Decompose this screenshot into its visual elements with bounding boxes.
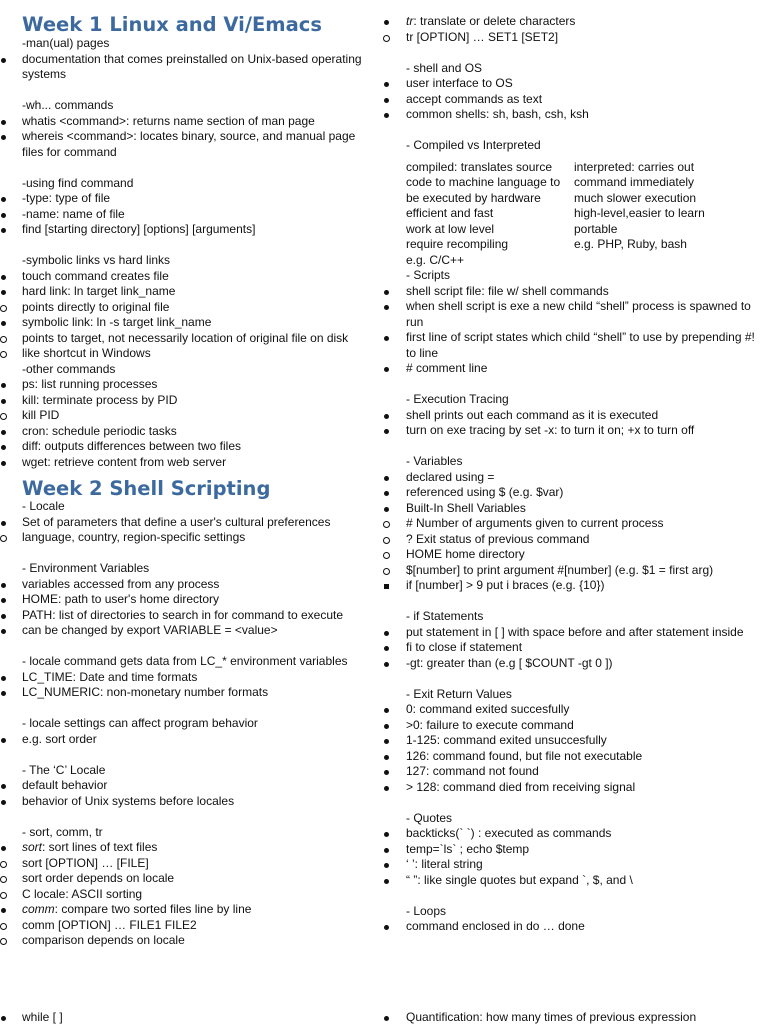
list-item: “ ”: like single quotes but expand `, $, and \	[406, 872, 633, 887]
bottom-list-item-left: while [ ]	[22, 1010, 63, 1024]
list-item: accept commands as text	[406, 91, 543, 106]
list-item: -gt: greater than (e.g [ $COUNT -gt 0 ])	[406, 655, 613, 670]
list-item: turn on exe tracing by set -x: to turn it on; +x to turn off	[406, 423, 695, 437]
list-item: ? Exit status of previous command	[406, 531, 590, 546]
list-item: hard link: ln target link_name	[22, 284, 176, 298]
links-heading: -symbolic links vs hard links	[22, 253, 171, 267]
list-item: points directly to original file	[22, 299, 170, 314]
list-item: default behavior	[22, 778, 108, 792]
compiled-line: e.g. C/C++	[406, 252, 465, 267]
list-item: comm [OPTION] … FILE1 FILE2	[22, 917, 197, 932]
list-item: comparison depends on locale	[22, 933, 185, 947]
list-item: PATH: list of directories to search in for command to execute	[22, 607, 344, 622]
list-item: HOME: path to user's home directory	[22, 592, 220, 606]
compiled-line: work at low level	[406, 221, 495, 236]
list-item: # comment line	[406, 361, 488, 375]
right-column	[383, 14, 768, 935]
list-item: ‘ ’: literal string	[406, 857, 483, 871]
list-item: 1-125: command exited unsuccesfully	[406, 733, 607, 747]
other-commands-heading: -other commands	[22, 361, 116, 376]
list-item: ps: list running processes	[22, 377, 158, 391]
interpreted-line: command immediately	[574, 175, 695, 189]
compiled-line: require recompiling	[406, 237, 509, 251]
list-item: points to target, not necessarily location of original file on disk	[22, 330, 349, 345]
compiled-line: code to machine language to	[406, 175, 561, 189]
list-item: can be changed by export VARIABLE = <value>	[22, 623, 278, 637]
list-item: $[number] to print argument #[number] (e.g. $1 = first arg)	[406, 562, 714, 577]
list-item: LC_TIME: Date and time formats	[22, 669, 198, 684]
interpreted-line: high-level,easier to learn	[574, 206, 705, 220]
list-item: whereis <command>: locates binary, source, and manual page files for command	[22, 129, 356, 159]
compiled-interpreted-heading: - Compiled vs Interpreted	[406, 138, 541, 152]
list-item: find [starting directory] [options] [arguments]	[22, 222, 256, 236]
list-item: e.g. sort order	[22, 731, 97, 746]
list-item: if [number] > 9 put i braces (e.g. {10})	[406, 578, 605, 592]
list-item: like shortcut in Windows	[22, 346, 151, 360]
list-item: Built-In Shell Variables	[406, 500, 526, 515]
list-item: cron: schedule periodic tasks	[22, 423, 177, 438]
quotes-heading: - Quotes	[406, 810, 453, 825]
interpreted-line: interpreted: carries out	[574, 159, 695, 174]
list-item: >0: failure to execute command	[406, 717, 574, 732]
compiled-line: efficient and fast	[406, 206, 494, 220]
list-item: variables accessed from any process	[22, 576, 220, 591]
list-item: documentation that comes preinstalled on Unix-based operating systems	[22, 51, 362, 81]
list-item: backticks(` `) : executed as commands	[406, 826, 612, 840]
list-item: first line of script states which child “shell” to use by prepending #! to line	[406, 330, 755, 360]
list-item: shell prints out each command as it is executed	[406, 407, 659, 422]
list-item: fi to close if statement	[406, 640, 523, 654]
locale-heading: - Locale	[22, 499, 65, 513]
list-item: declared using =	[406, 469, 495, 484]
list-item: HOME home directory	[406, 547, 525, 561]
list-item: behavior of Unix systems before locales	[22, 793, 235, 808]
compiled-column	[406, 160, 574, 269]
compiled-line: be executed by hardware	[406, 190, 541, 205]
list-item: C locale: ASCII sorting	[22, 886, 143, 901]
behavior-heading: - locale settings can affect program behavior	[22, 716, 258, 730]
list-item: -type: type of file	[22, 191, 111, 205]
list-item: when shell script is exe a new child “shell” process is spawned to run	[406, 299, 751, 329]
shell-os-heading: - shell and OS	[406, 60, 483, 75]
week1-heading: Week 1 Linux and Vi/Emacs	[22, 13, 322, 36]
scripts-heading: - Scripts	[406, 268, 451, 282]
list-item: temp=`ls` ; echo $temp	[406, 841, 530, 856]
compiled-line: compiled: translates source	[406, 159, 553, 174]
list-item: whatis <command>: returns name section of man page	[22, 113, 315, 128]
man-pages-heading: -man(ual) pages	[22, 36, 110, 50]
find-heading: -using find command	[22, 175, 134, 190]
bottom-list-item-right: Quantification: how many times of previous expression	[406, 1010, 697, 1024]
list-item: tr [OPTION] … SET1 [SET2]	[406, 29, 559, 44]
list-item: diff: outputs differences between two files	[22, 439, 242, 453]
list-item: 0: command exited succesfully	[406, 702, 570, 716]
list-item: command enclosed in do … done	[406, 919, 585, 933]
list-item: sort [OPTION] … [FILE]	[22, 855, 149, 870]
list-item: symbolic link: ln -s target link_name	[22, 315, 212, 329]
list-item: touch command creates file	[22, 268, 169, 283]
list-item: sort order depends on locale	[22, 871, 175, 885]
env-vars-heading: - Environment Variables	[22, 561, 150, 575]
list-item: language, country, region-specific settings	[22, 530, 246, 544]
list-item: 126: command found, but file not executable	[406, 748, 643, 763]
exec-tracing-heading: - Execution Tracing	[406, 392, 509, 406]
c-locale-heading: - The ‘C’ Locale	[22, 762, 106, 777]
interpreted-line: portable	[574, 221, 618, 236]
list-item: put statement in [ ] with space before and after statement inside	[406, 624, 744, 639]
interpreted-line: much slower execution	[574, 190, 697, 205]
list-item: kill: terminate process by PID	[22, 392, 178, 407]
loops-heading: - Loops	[406, 903, 447, 918]
list-item: comm: compare two sorted files line by line	[22, 902, 252, 916]
interpreted-column	[574, 160, 764, 269]
left-column	[0, 10, 370, 949]
sort-comm-tr-heading: - sort, comm, tr	[22, 824, 103, 839]
list-item: -name: name of file	[22, 206, 125, 221]
interpreted-line: e.g. PHP, Ruby, bash	[574, 237, 687, 251]
list-item: wget: retrieve content from web server	[22, 454, 227, 469]
lc-heading: - locale command gets data from LC_* environment variables	[22, 654, 348, 668]
list-item: sort: sort lines of text files	[22, 840, 158, 854]
list-item: referenced using $ (e.g. $var)	[406, 485, 564, 499]
list-item: Set of parameters that define a user's cultural preferences	[22, 514, 331, 529]
variables-heading: - Variables	[406, 454, 463, 468]
list-item: common shells: sh, bash, csh, ksh	[406, 107, 589, 121]
list-item: kill PID	[22, 408, 60, 422]
list-item: # Number of arguments given to current process	[406, 516, 664, 530]
list-item: user interface to OS	[406, 76, 513, 90]
list-item: shell script file: file w/ shell commands	[406, 283, 609, 298]
list-item: tr: translate or delete characters	[406, 14, 576, 28]
exit-values-heading: - Exit Return Values	[406, 686, 512, 701]
wh-commands-heading: -wh... commands	[22, 98, 114, 112]
compiled-interpreted-table	[383, 160, 768, 269]
list-item: LC_NUMERIC: non-monetary number formats	[22, 685, 269, 699]
if-heading: - if Statements	[406, 609, 484, 623]
list-item: > 128: command died from receiving signal	[406, 779, 636, 794]
list-item: 127: command not found	[406, 764, 539, 778]
week2-heading: Week 2 Shell Scripting	[22, 477, 271, 500]
